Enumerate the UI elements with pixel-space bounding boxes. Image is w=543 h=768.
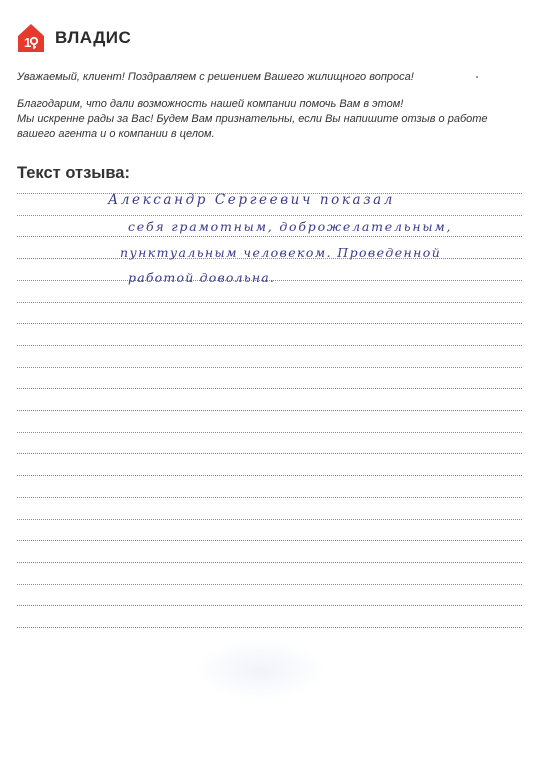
ruled-line [17,540,522,541]
ruled-line [17,302,522,303]
ruled-line [17,215,522,216]
greeting-line: Мы искренне рады за Вас! Будем Вам признательны, если Вы напишите отзыв о работе [17,113,488,125]
review-title: Текст отзыва: [17,164,130,182]
svg-text:1: 1 [24,35,32,50]
greeting-line: Уважаемый, клиент! Поздравляем с решением Вашего жилищного вопроса! [17,71,414,83]
ruled-line [17,345,522,346]
handwritten-line: работой довольна. [128,270,276,285]
ruled-line [17,323,522,324]
ruled-line [17,367,522,368]
ruled-line [17,584,522,585]
handwritten-line: себя грамотным, доброжелательным, [128,219,453,234]
ruled-line [17,236,522,237]
handwritten-line: Александр Сергеевич показал [108,192,396,208]
ruled-line [17,497,522,498]
ruled-line [17,432,522,433]
ruled-line [17,627,522,628]
brand-name: ВЛАДИС [55,28,132,47]
ruled-line [17,475,522,476]
handwritten-line: пунктуальным человеком. Проведенной [120,245,442,260]
ruled-line [17,562,522,563]
paper-smudge [195,640,325,700]
ruled-line [17,388,522,389]
ruled-line [17,410,522,411]
greeting-line: Благодарим, что дали возможность нашей компании помочь Вам в этом! [17,98,404,110]
greeting-line: вашего агента и о компании в целом. [17,128,215,140]
ruled-line [17,519,522,520]
ruled-line [17,605,522,606]
ruled-line [17,453,522,454]
